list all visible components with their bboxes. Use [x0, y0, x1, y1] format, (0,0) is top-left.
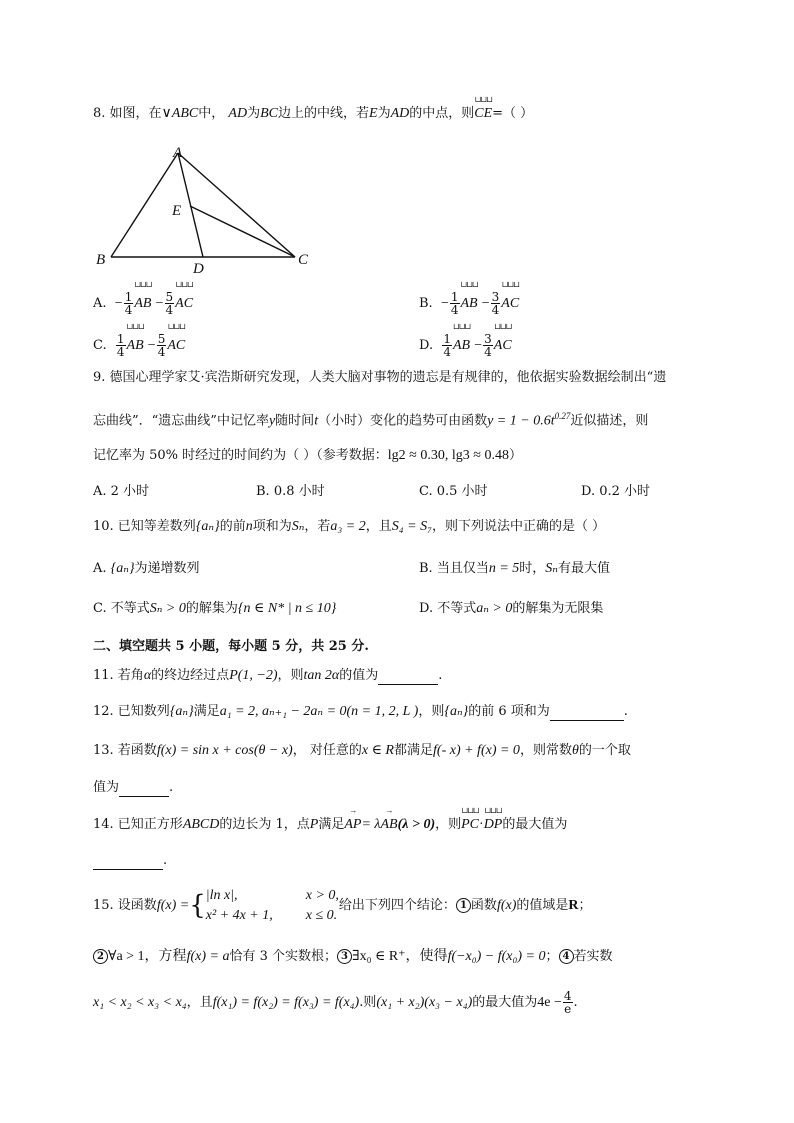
sign: − [474, 338, 483, 353]
p: P [309, 817, 319, 832]
label-b: B [96, 252, 106, 268]
side-ac [178, 153, 295, 257]
t: ，且 [186, 995, 213, 1010]
section-heading: 二、填空题共 5 小题，每小题 5 分，共 25 分. [93, 639, 369, 654]
q10-option-d[interactable] [419, 600, 603, 618]
opt-text: D. 不等式 [419, 601, 477, 616]
t: 的值域是 [516, 898, 569, 913]
frac: $\frac{1}{4}$ [450, 290, 459, 317]
q8-t4: 为 [377, 106, 391, 121]
answer-blank[interactable] [378, 670, 438, 685]
t: 的一个取 [578, 743, 631, 758]
q8-t1: 中， [198, 106, 225, 121]
sign: − [481, 296, 490, 311]
opt-text: 时， [519, 561, 546, 576]
vec-ab: ⊔⊔⊔ AB [134, 280, 152, 311]
t: 满足 [193, 704, 220, 719]
ineq: x₁ < x₂ < x₃ < x₄ [93, 995, 187, 1010]
q8-option-a[interactable] [93, 280, 194, 318]
t: 的终边经过点 [151, 668, 230, 683]
eq: f(x₁) = f(x₂) = f(x₃) = f(x₄) [212, 995, 360, 1010]
opt-text: C. 不等式 [93, 601, 150, 616]
t: 值为 [93, 780, 120, 795]
frac: $\frac{1}{4}$ [124, 290, 133, 317]
t: ∃x₀ ∈ R⁺，使得 [351, 949, 448, 964]
t: 函数 [470, 898, 497, 913]
seq: {aₙ} [444, 704, 469, 719]
vec-ac: ⊔⊔⊔ AC [493, 322, 512, 353]
q10-t5: ，且 [365, 519, 392, 534]
opt-text: 有最大值 [557, 561, 610, 576]
q9-t4: 近似描述，则 [570, 413, 649, 429]
theta: θ [571, 743, 579, 758]
q11-stem [93, 667, 442, 685]
opt-label: D. [419, 338, 434, 353]
q9-option-a[interactable]: A. 2 小时 [93, 484, 150, 499]
x: x ∈ R [361, 743, 394, 758]
q8-ce-vector: ⊔⊔⊔ CE [474, 95, 493, 121]
t: 11. 若角 [93, 668, 144, 683]
answer-blank[interactable] [119, 782, 169, 797]
q14-stem [93, 806, 568, 834]
t: ； [545, 949, 559, 964]
t: 12. 已知数列 [93, 704, 170, 719]
tan: tan 2α [303, 668, 340, 683]
t: 的值为 [339, 668, 379, 683]
q8-ad2: AD [390, 106, 410, 121]
q9-t1: 忘曲线”．“遗忘曲线”中记忆率 [93, 413, 269, 429]
vec-ap: → AP [344, 806, 362, 832]
q10-cond2: S₄ = S₇ [391, 519, 432, 534]
t: ，则 [418, 704, 445, 719]
q8-t3: 边上的中线，若 [277, 106, 369, 121]
q10-t3: 项和为 [252, 519, 292, 534]
frac: $\frac{3}{4}$ [491, 290, 500, 317]
segment-ce [190, 206, 295, 257]
opt-label: B. [419, 296, 433, 311]
set: {n ∈ N* | n ≤ 10} [237, 601, 337, 616]
q8-option-c[interactable] [93, 322, 186, 360]
circled-two: 2 [93, 949, 108, 964]
q8-triangle: ∨ABC [161, 106, 199, 121]
expr: 4e − [537, 995, 562, 1010]
seq: {aₙ} [169, 704, 194, 719]
triangle-figure [92, 140, 322, 278]
label-a: A [173, 145, 183, 161]
eq: f(−x₀) − f(x₀) = 0 [447, 949, 546, 964]
label-e: E [172, 203, 182, 219]
t: 的最大值为 [472, 995, 538, 1010]
q8-t5: 的中点，则 [409, 106, 475, 121]
cond: a₁ = 2, aₙ₊₁ − 2aₙ = 0(n = 1, 2, L ) [219, 704, 419, 719]
q9-t2: 随时间 [275, 413, 315, 429]
q9-y: y [268, 413, 276, 429]
q9-line3 [93, 447, 522, 465]
cond: (λ > 0) [397, 817, 436, 832]
opt-label: A. [93, 296, 107, 311]
q9-ref: lg2 ≈ 0.30, lg3 ≈ 0.48 [387, 448, 509, 463]
point: P(1, −2) [229, 668, 278, 683]
opt-text: 的解集为 [185, 601, 238, 616]
t: ； [578, 898, 592, 913]
vec-ab: → AB [380, 806, 398, 832]
func: f(x) = sin x + cos(θ − x) [156, 743, 293, 758]
vec-ab: ⊔⊔⊔ AB [126, 322, 144, 353]
circled-three: 3 [337, 949, 352, 964]
q10-t4: ，若 [304, 519, 331, 534]
q10-t2: 的前 [219, 519, 246, 534]
q9-line2 [93, 407, 648, 430]
opt-text: 为递增数列 [134, 561, 200, 576]
frac: $\frac{3}{4}$ [484, 332, 492, 359]
t: . [623, 704, 628, 719]
circled-four: 4 [559, 949, 574, 964]
fx: f(x) [496, 898, 517, 913]
cond1: x > 0, [305, 887, 339, 903]
t: .则 [359, 995, 377, 1010]
q13-stem [93, 742, 631, 760]
t: ∀a > 1，方程 [108, 949, 187, 964]
n-eq: n = 5 [488, 561, 520, 576]
t: 满足 [318, 817, 345, 832]
t: ，则 [277, 668, 304, 683]
q15-stem [93, 883, 592, 929]
case1: |ln x|, [205, 887, 238, 903]
q9-t: t [314, 413, 319, 429]
vec-ac: ⊔⊔⊔ AC [167, 322, 186, 353]
t: . [169, 780, 174, 795]
square: ABCD [182, 817, 220, 832]
q8-suffix: =（ ） [492, 106, 534, 121]
alpha: α [143, 668, 152, 683]
answer-blank[interactable] [550, 706, 624, 721]
q8-ad: AD [228, 106, 248, 121]
t: 的前 6 项和为 [468, 704, 550, 719]
t: 都满足 [394, 743, 434, 758]
t: 恰有 3 个实数根； [229, 949, 337, 964]
q9-func: y = 1 − 0.6t [487, 413, 555, 429]
frac: $\frac{5}{4}$ [157, 332, 166, 359]
frac: $\frac{1}{4}$ [116, 332, 125, 359]
q9-t3: （小时）变化的趋势可由函数 [318, 413, 488, 429]
q10-t6: ，则下列说法中正确的是（ ） [431, 519, 606, 534]
q14-line2 [93, 852, 167, 870]
q8-e: E [369, 106, 378, 121]
frac: $\frac{5}{4}$ [165, 290, 174, 317]
expr: (x₁ + x₂)(x₃ − x₄) [376, 995, 473, 1010]
q9-exp: 0.27 [554, 411, 571, 421]
t: . [438, 668, 443, 683]
reals: R [568, 898, 579, 913]
q13-line2 [93, 779, 173, 797]
t: ，则 [435, 817, 462, 832]
t: 若实数 [573, 949, 613, 964]
seq: {aₙ} [110, 561, 135, 576]
q9-line1: 9. 德国心理学家艾·宾浩斯研究发现，人类大脑对事物的遗忘是有规律的，他依据实验数据绘制出“遗 [93, 370, 667, 385]
label-c: C [298, 252, 309, 268]
t: 13. 若函数 [93, 743, 157, 758]
t: . [573, 995, 578, 1010]
q8-option-b[interactable] [419, 280, 520, 318]
t: ， 对任意的 [292, 743, 362, 758]
frac: $\frac{1}{4}$ [443, 332, 451, 359]
q10-stem [93, 518, 605, 536]
q8-option-d[interactable] [419, 322, 512, 360]
opt-text: 的解集为无限集 [512, 601, 604, 616]
sn: Sₙ [545, 561, 558, 576]
t: 的边长为 1，点 [219, 817, 310, 832]
label-d: D [193, 261, 204, 277]
t: 给出下列四个结论： [338, 898, 456, 913]
answer-blank[interactable] [93, 855, 163, 870]
q15-line3 [93, 988, 578, 1018]
vec-ab: ⊔⊔⊔ AB [460, 280, 478, 311]
frac: $\frac{4}{e}$ [563, 989, 572, 1016]
eq: f(x) = a [186, 949, 230, 964]
q12-stem [93, 703, 628, 721]
t: . [163, 853, 168, 868]
cond2: x ≤ 0. [305, 907, 338, 923]
t: ，则常数 [519, 743, 572, 758]
q10-option-c[interactable] [93, 600, 336, 618]
vec-ac: ⊔⊔⊔ AC [175, 280, 194, 311]
q10-option-a[interactable] [93, 560, 200, 578]
t: 15. 设函数 [93, 898, 157, 913]
t: 的最大值为 [502, 817, 568, 832]
q9-option-c[interactable]: C. 0.5 小时 [419, 484, 488, 499]
circled-one: 1 [456, 898, 471, 913]
sign: − [155, 296, 164, 311]
q8-bc: BC [260, 106, 278, 121]
vec-dp: ⊔⊔⊔ DP [483, 806, 503, 832]
sign: − [147, 338, 156, 353]
q9-t5: 记忆率为 50% 时经过的时间约为（ ）（参考数据： [93, 448, 388, 463]
q10-n: n [245, 519, 253, 534]
eq: f(- x) + f(x) = 0 [433, 743, 520, 758]
case2: x² + 4x + 1, [205, 907, 273, 923]
ineq: aₙ > 0 [476, 601, 513, 616]
q8-prefix: 8. 如图，在 [93, 106, 162, 121]
fx: f(x) = [156, 898, 190, 913]
q10-t1: 10. 已知等差数列 [93, 519, 196, 534]
opt-label: C. [93, 338, 107, 353]
q10-option-b[interactable] [419, 560, 610, 578]
q10-cond1: a₃ = 2 [330, 519, 366, 534]
opt-label: A. [93, 561, 107, 576]
q10-sn: Sₙ [291, 519, 305, 534]
q8-t2: 为 [247, 106, 261, 121]
sign: − [114, 296, 123, 311]
q15-line2 [93, 948, 613, 966]
dot: · [479, 817, 484, 832]
q10-seq: {aₙ} [195, 519, 220, 534]
q9-option-d[interactable]: D. 0.2 小时 [581, 484, 651, 499]
sign: − [440, 296, 449, 311]
piecewise-brace: { [189, 890, 206, 921]
t: 14. 已知正方形 [93, 817, 183, 832]
vec-ac: ⊔⊔⊔ AC [501, 280, 520, 311]
opt-text: B. 当且仅当 [419, 561, 489, 576]
vec-pc: ⊔⊔⊔ PC [461, 806, 480, 832]
q9-option-b[interactable]: B. 0.8 小时 [256, 484, 325, 499]
q8-stem [93, 95, 534, 123]
side-ab [111, 153, 178, 257]
ineq: Sₙ > 0 [149, 601, 186, 616]
q9-t6: ） [508, 448, 522, 463]
eq: = λ [361, 817, 381, 832]
vec-ab: ⊔⊔⊔ AB [453, 322, 471, 353]
piecewise-cases [206, 886, 339, 926]
median-ad [178, 153, 203, 257]
